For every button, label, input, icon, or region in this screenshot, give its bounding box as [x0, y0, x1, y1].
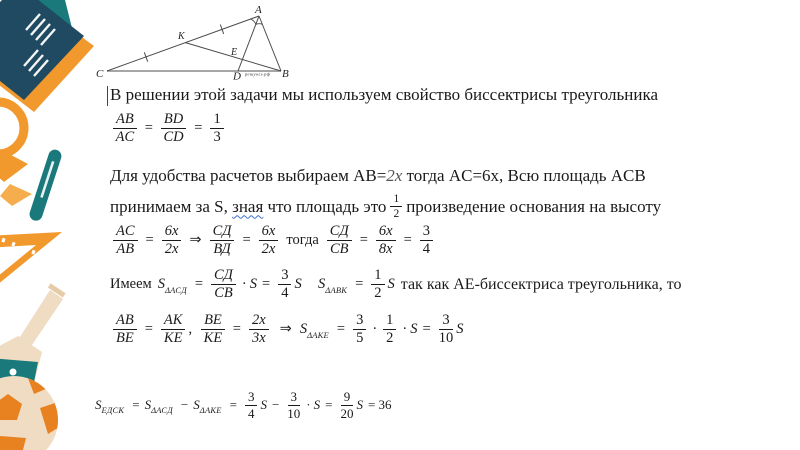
equals: =	[403, 232, 412, 249]
final-result: = 36	[367, 397, 392, 413]
area-symbol: S	[95, 397, 102, 413]
paragraph-text: тогда AC=6x, Всю площадь ACB	[402, 166, 646, 185]
fraction: $\frac{1}{2}$	[390, 193, 402, 220]
fraction: $\frac{3}{5}$	[353, 313, 366, 346]
label-d: D	[233, 70, 241, 80]
equals: =	[145, 232, 154, 249]
equals: =	[144, 120, 153, 137]
label-e: E	[231, 47, 238, 58]
dot-operator: ·	[306, 397, 311, 413]
equals: =	[229, 397, 237, 413]
equals: =	[232, 321, 241, 338]
fraction: $\frac{BD}{CD}$	[161, 112, 186, 145]
equals: =	[194, 120, 203, 137]
equals: =	[262, 276, 271, 293]
label-c: C	[96, 68, 104, 80]
label-k: K	[178, 31, 185, 42]
dot-operator: ·	[372, 321, 378, 338]
equals: =	[336, 321, 346, 338]
area-subscript: ΔАВК	[325, 284, 348, 295]
fraction: $\frac{3}{10}$	[287, 389, 301, 421]
comma: ,	[188, 321, 193, 338]
fraction: $\frac{СД}{СВ}$	[211, 268, 236, 301]
minus-sign: −	[180, 397, 189, 413]
area-symbol: S	[318, 276, 326, 293]
paragraph-text: произведение основания на высоту	[406, 196, 662, 216]
formula-area-acd	[110, 268, 302, 301]
area-symbol: S	[193, 397, 200, 413]
inline-math-2x: 2x	[386, 166, 403, 185]
label-b: B	[282, 68, 289, 80]
paragraph-text: что площадь это	[263, 196, 387, 216]
formula-ratios-row	[110, 224, 436, 257]
fraction: $\frac{6x}{2x}$	[259, 224, 279, 257]
intro-text: В решении этой задачи мы используем свойство биссектрисы треугольника	[110, 85, 659, 104]
equals: =	[144, 321, 153, 338]
dot-operator: ·	[402, 321, 408, 338]
text-cursor[interactable]	[107, 86, 108, 106]
implies-arrow: ⇒	[279, 321, 292, 338]
paragraph-text: Для удобства расчетов выбираем AB=	[110, 166, 387, 185]
pen-icon	[28, 148, 63, 222]
fraction: $\frac{9}{20}$	[340, 389, 354, 421]
equals: =	[242, 232, 251, 249]
fraction: $\frac{СД}{ВД}$	[210, 224, 235, 257]
equals: =	[355, 276, 364, 293]
fraction: $\frac{3}{4}$	[420, 224, 433, 257]
fraction: $\frac{6x}{2x}$	[162, 224, 182, 257]
fraction: $\frac{BE}{KE}$	[201, 313, 225, 346]
flask-icon	[0, 283, 66, 392]
spellcheck-word: зная	[232, 196, 264, 216]
bisector-note: так как AE-биссектриса треугольника, то	[400, 275, 682, 293]
fraction: $\frac{1}{3}$	[210, 112, 223, 145]
soccer-ball-icon	[0, 374, 64, 450]
fraction: $\frac{AB}{AC}$	[113, 112, 137, 145]
fraction: $\frac{AK}{KE}$	[161, 313, 186, 346]
equals: =	[359, 232, 368, 249]
formula-area-abk	[318, 268, 681, 301]
minus-sign: −	[271, 397, 280, 413]
area-symbol: S	[299, 321, 308, 338]
paragraph-line-2	[110, 193, 710, 220]
equals: =	[132, 397, 140, 413]
area-symbol: S	[313, 397, 321, 413]
area-subscript: ΔАКЕ	[307, 329, 329, 340]
word-imeem: Имеем	[110, 276, 152, 293]
fraction: $\frac{1}{2}$	[371, 268, 384, 301]
area-subscript: ЕДСК	[101, 405, 125, 416]
angle-mark-left	[251, 19, 256, 24]
area-symbol: S	[294, 276, 302, 293]
area-symbol: S	[157, 276, 165, 293]
formula-bisector-ratio	[110, 112, 227, 145]
fraction: $\frac{3}{10}$	[438, 312, 454, 347]
paragraph-line-1	[110, 163, 710, 189]
decor-stationery	[0, 0, 95, 450]
area-symbol: S	[144, 397, 152, 413]
paragraph-text: принимаем за S,	[110, 196, 233, 216]
equals: =	[325, 397, 333, 413]
fraction: $\frac{3}{4}$	[245, 390, 258, 420]
area-symbol: S	[410, 321, 418, 338]
area-subscript: ΔАСД	[164, 284, 187, 295]
fraction: $\frac{AB}{BE}$	[113, 313, 137, 346]
fraction: $\frac{6x}{8x}$	[376, 224, 396, 257]
angle-mark-right	[256, 24, 263, 25]
area-symbol: S	[356, 397, 363, 413]
area-symbol: S	[387, 276, 395, 293]
area-subscript: ΔАСД	[151, 405, 173, 416]
books-icon	[0, 0, 94, 112]
equals: =	[422, 321, 431, 338]
label-a: A	[255, 4, 262, 16]
equals: =	[194, 276, 203, 293]
area-subscript: ΔАКЕ	[199, 405, 222, 416]
area-symbol: S	[456, 321, 464, 338]
watermark: решуогэ.рф	[245, 71, 271, 77]
side-ca	[107, 16, 259, 71]
fraction: $\frac{3}{4}$	[278, 268, 291, 301]
explanation-paragraph	[110, 163, 710, 220]
ribbon-icon	[0, 146, 32, 206]
implies-arrow: ⇒	[189, 232, 202, 249]
area-symbol: S	[260, 397, 267, 413]
formula-area-ake	[110, 313, 463, 346]
fraction: $\frac{2x}{3x}$	[249, 313, 269, 346]
ring-icon	[0, 102, 24, 154]
area-symbol: S	[249, 276, 257, 293]
formula-final-answer	[95, 390, 397, 420]
fraction: $\frac{СД}{СВ}$	[327, 224, 352, 257]
fraction: $\frac{1}{2}$	[383, 313, 396, 346]
dot-operator: ·	[241, 276, 247, 293]
fraction: $\frac{AC}{AB}$	[113, 224, 138, 257]
triangle-diagram	[95, 2, 295, 80]
word-then: тогда	[286, 232, 319, 249]
